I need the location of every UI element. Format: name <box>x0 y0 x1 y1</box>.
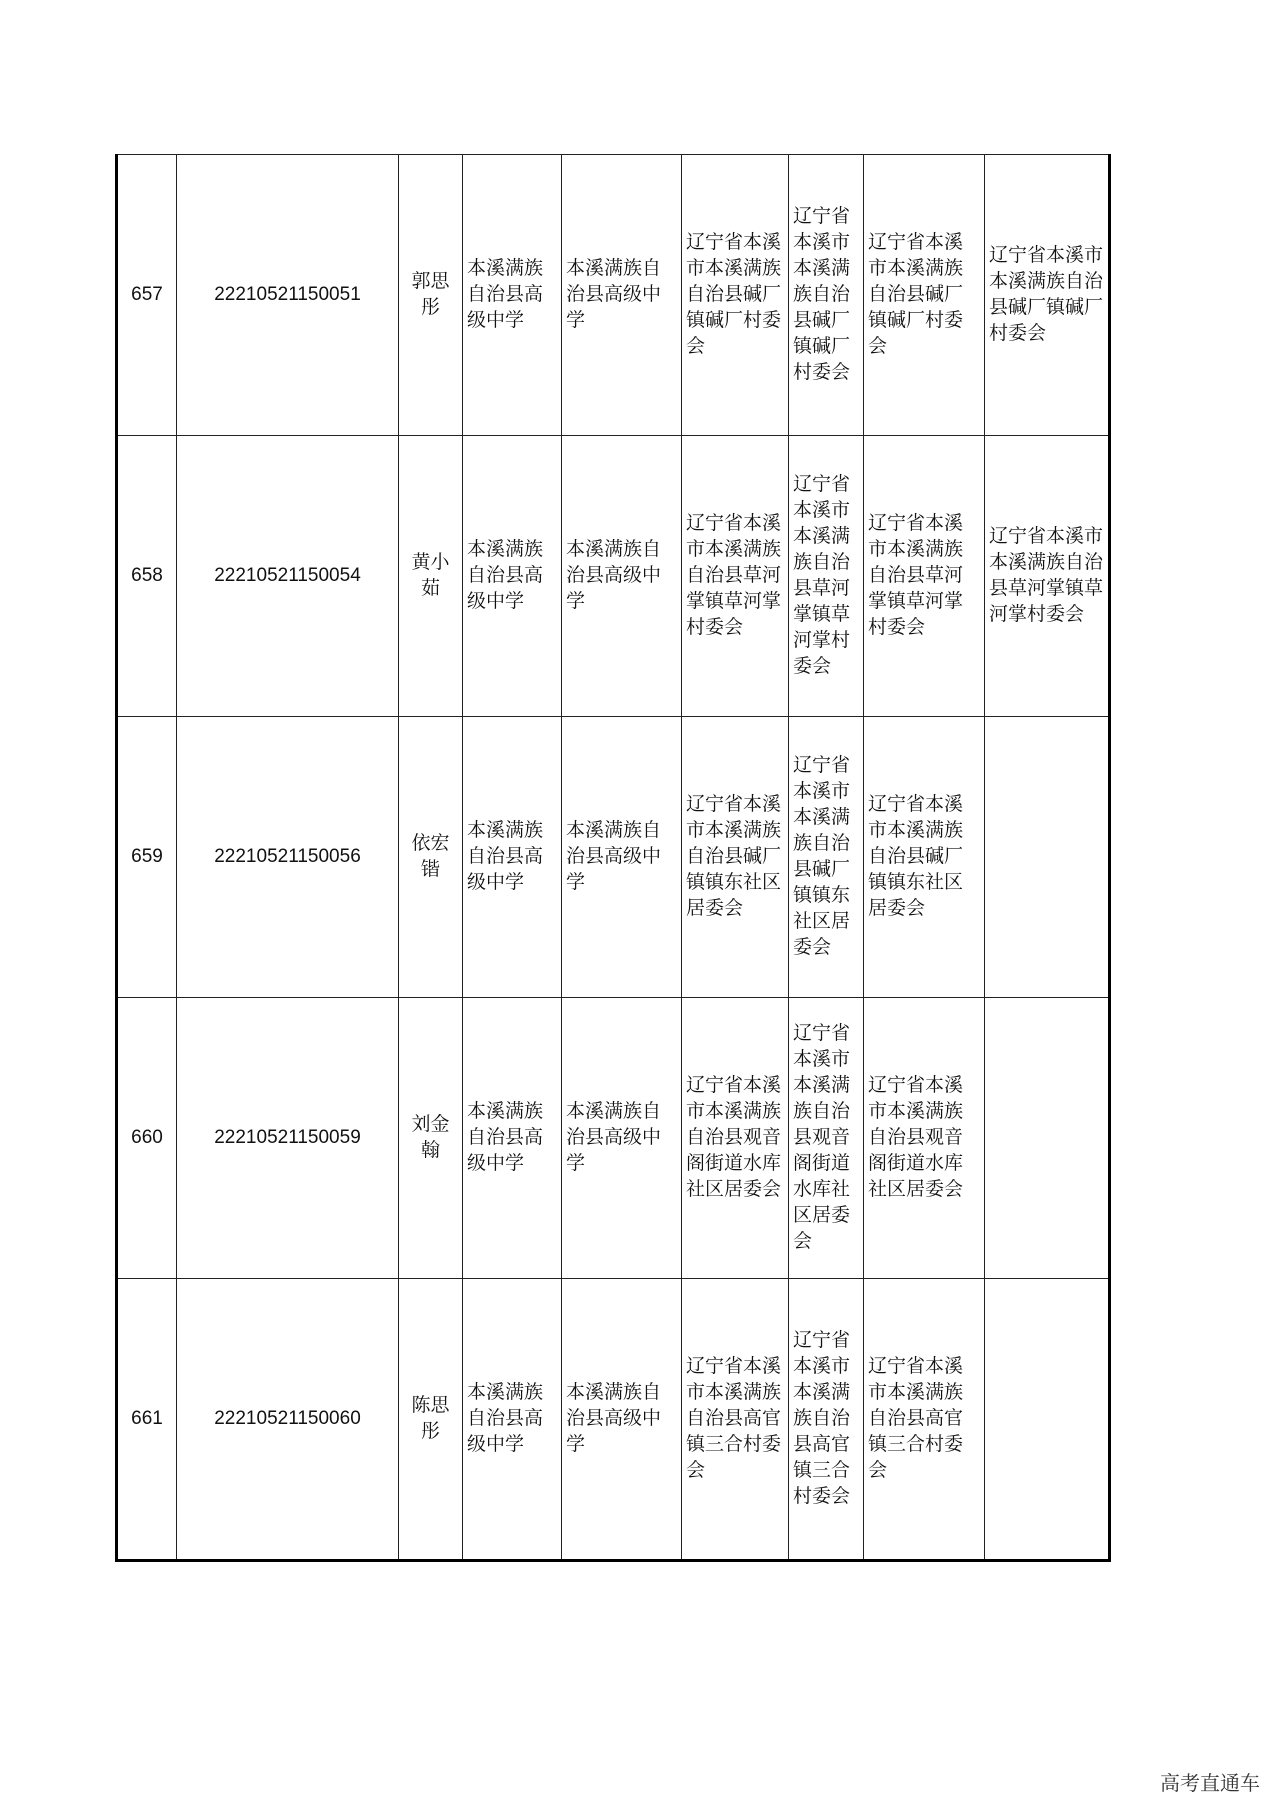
exam-id-cell: 22210521150054 <box>177 436 399 717</box>
address-4-cell: 辽宁省本溪市本溪满族自治县草河掌镇草河掌村委会 <box>985 436 1110 717</box>
address-4-cell: 辽宁省本溪市本溪满族自治县碱厂镇碱厂村委会 <box>985 155 1110 436</box>
row-number-cell: 660 <box>117 998 177 1279</box>
address-3-cell: 辽宁省本溪市本溪满族自治县碱厂镇碱厂村委会 <box>864 155 985 436</box>
school-name-cell: 本溪满族自治县高级中学 <box>463 436 562 717</box>
address-3-cell: 辽宁省本溪市本溪满族自治县碱厂镇镇东社区居委会 <box>864 717 985 998</box>
table-row <box>117 1279 1110 1561</box>
row-number-cell: 657 <box>117 155 177 436</box>
school-name-cell: 本溪满族自治县高级中学 <box>463 155 562 436</box>
address-4-cell <box>985 717 1110 998</box>
address-3-cell: 辽宁省本溪市本溪满族自治县高官镇三合村委会 <box>864 1279 985 1561</box>
address-2-cell: 辽宁省本溪市本溪满族自治县高官镇三合村委会 <box>789 1279 864 1561</box>
address-1-cell: 辽宁省本溪市本溪满族自治县高官镇三合村委会 <box>682 1279 789 1561</box>
exam-id-cell: 22210521150059 <box>177 998 399 1279</box>
exam-id-cell: 22210521150056 <box>177 717 399 998</box>
address-3-cell: 辽宁省本溪市本溪满族自治县观音阁街道水库社区居委会 <box>864 998 985 1279</box>
address-2-cell: 辽宁省本溪市本溪满族自治县碱厂镇碱厂村委会 <box>789 155 864 436</box>
roster-body <box>117 155 1110 1561</box>
graduating-school-cell: 本溪满族自治县高级中学 <box>562 155 682 436</box>
student-name-cell: 依宏锴 <box>399 717 463 998</box>
address-2-cell: 辽宁省本溪市本溪满族自治县观音阁街道水库社区居委会 <box>789 998 864 1279</box>
school-name-cell: 本溪满族自治县高级中学 <box>463 717 562 998</box>
address-1-cell: 辽宁省本溪市本溪满族自治县碱厂镇碱厂村委会 <box>682 155 789 436</box>
row-number-cell: 661 <box>117 1279 177 1561</box>
exam-id-cell: 22210521150051 <box>177 155 399 436</box>
address-4-cell <box>985 1279 1110 1561</box>
address-1-cell: 辽宁省本溪市本溪满族自治县观音阁街道水库社区居委会 <box>682 998 789 1279</box>
address-1-cell: 辽宁省本溪市本溪满族自治县草河掌镇草河掌村委会 <box>682 436 789 717</box>
table-row <box>117 998 1110 1279</box>
graduating-school-cell: 本溪满族自治县高级中学 <box>562 998 682 1279</box>
address-3-cell: 辽宁省本溪市本溪满族自治县草河掌镇草河掌村委会 <box>864 436 985 717</box>
table-row <box>117 717 1110 998</box>
student-name-cell: 黄小茹 <box>399 436 463 717</box>
row-number-cell: 659 <box>117 717 177 998</box>
address-2-cell: 辽宁省本溪市本溪满族自治县草河掌镇草河掌村委会 <box>789 436 864 717</box>
roster-table <box>115 154 1111 1562</box>
row-number-cell: 658 <box>117 436 177 717</box>
school-name-cell: 本溪满族自治县高级中学 <box>463 1279 562 1561</box>
graduating-school-cell: 本溪满族自治县高级中学 <box>562 717 682 998</box>
school-name-cell: 本溪满族自治县高级中学 <box>463 998 562 1279</box>
graduating-school-cell: 本溪满族自治县高级中学 <box>562 436 682 717</box>
address-1-cell: 辽宁省本溪市本溪满族自治县碱厂镇镇东社区居委会 <box>682 717 789 998</box>
watermark-text: 高考直通车 <box>1160 1773 1260 1795</box>
student-name-cell: 刘金翰 <box>399 998 463 1279</box>
student-name-cell: 陈思彤 <box>399 1279 463 1561</box>
address-4-cell <box>985 998 1110 1279</box>
graduating-school-cell: 本溪满族自治县高级中学 <box>562 1279 682 1561</box>
table-row <box>117 155 1110 436</box>
exam-id-cell: 22210521150060 <box>177 1279 399 1561</box>
address-2-cell: 辽宁省本溪市本溪满族自治县碱厂镇镇东社区居委会 <box>789 717 864 998</box>
student-name-cell: 郭思彤 <box>399 155 463 436</box>
table-row <box>117 436 1110 717</box>
